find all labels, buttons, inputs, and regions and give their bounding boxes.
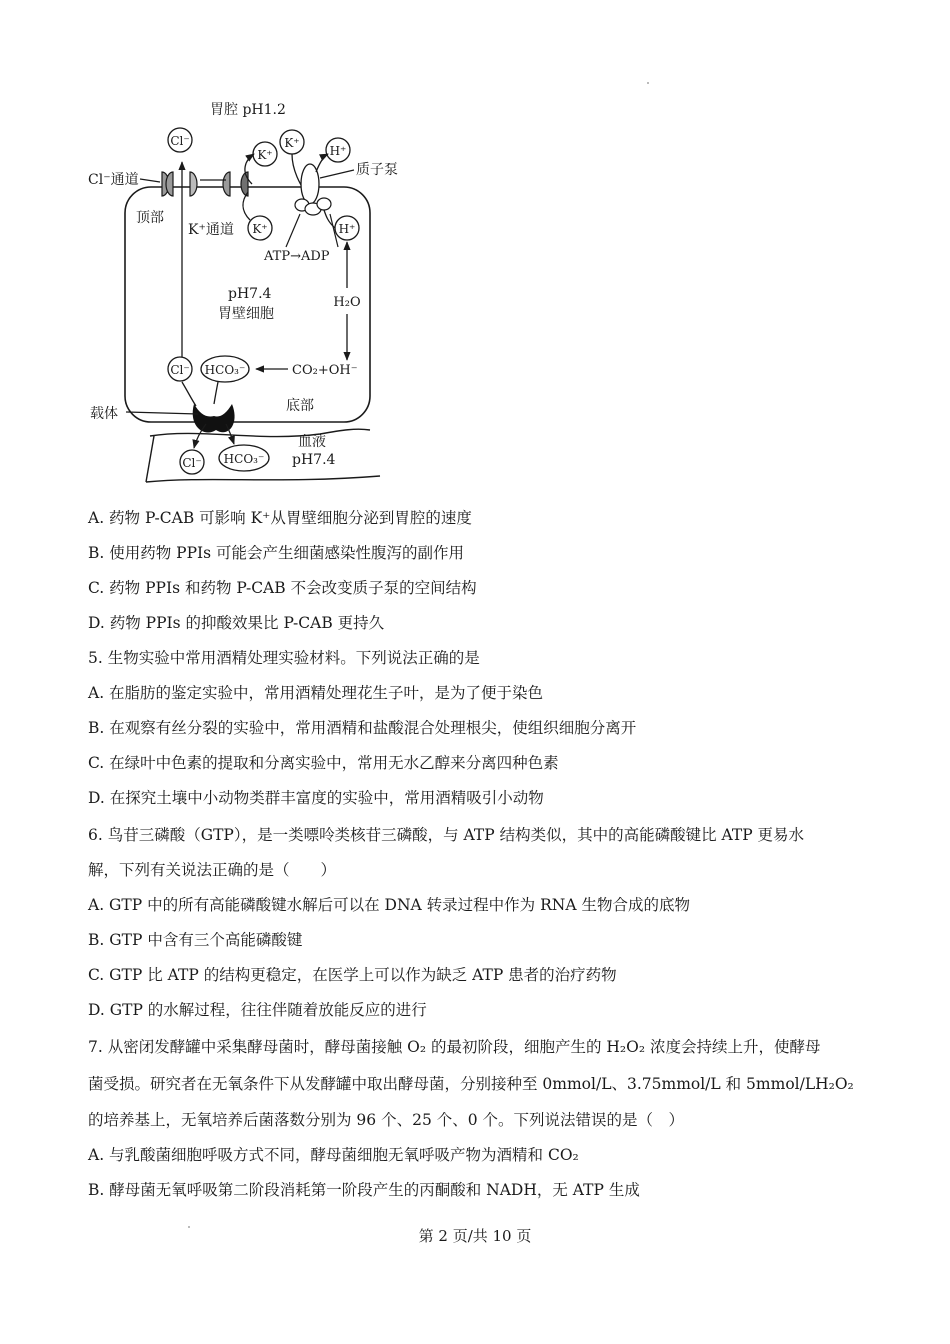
stomach-label: 胃腔 pH1.2 <box>210 102 286 118</box>
cl-channel-label: Cl⁻通道 <box>88 172 139 188</box>
option-5a: A. 在脂肪的鉴定实验中，常用酒精处理花生子叶，是为了便于染色 <box>88 684 544 702</box>
option-6a: A. GTP 中的所有高能磷酸键水解后可以在 DNA 转录过程中作为 RNA 生物合成的底物 <box>88 896 690 914</box>
question-7-line2: 菌受损。研究者在无氧条件下从发酵罐中取出酵母菌，分别接种至 0mmol/L、3.75mmol/L 和 5mmol/LH₂O₂ <box>88 1075 854 1093</box>
cell-ph-label: pH7.4 <box>228 286 272 302</box>
option-6d: D. GTP 的水解过程，往往伴随着放能反应的进行 <box>88 1001 427 1019</box>
question-7-line1: 7. 从密闭发酵罐中采集酵母菌时，酵母菌接触 O₂ 的最初阶段，细胞产生的 H₂O₂ 浓度会持续上升，使酵母 <box>88 1038 821 1056</box>
question-5: 5. 生物实验中常用酒精处理实验材料。下列说法正确的是 <box>88 649 480 667</box>
ion-cl-blood-label: Cl⁻ <box>182 456 202 470</box>
ion-cl-cell-label: Cl⁻ <box>170 363 190 377</box>
blood-label: 血液 <box>298 434 326 450</box>
ion-k-left-label: K⁺ <box>257 148 273 162</box>
option-4a: A. 药物 P-CAB 可影响 K⁺从胃壁细胞分泌到胃腔的速度 <box>88 509 472 527</box>
question-7-line3: 的培养基上，无氧培养后菌落数分别为 96 个、25 个、0 个。下列说法错误的是（ ） <box>88 1111 685 1129</box>
ion-h-lumen-label: H⁺ <box>329 144 347 158</box>
water-label: H₂O <box>333 295 361 310</box>
scan-speck <box>188 1226 190 1228</box>
apical-label: 顶部 <box>136 210 164 226</box>
option-4c: C. 药物 PPIs 和药物 P-CAB 不会改变质子泵的空间结构 <box>88 579 477 597</box>
option-5c: C. 在绿叶中色素的提取和分离实验中，常用无水乙醇来分离四种色素 <box>88 754 559 772</box>
option-7a: A. 与乳酸菌细胞呼吸方式不同，酵母菌细胞无氧呼吸产物为酒精和 CO₂ <box>88 1146 579 1164</box>
gastric-parietal-cell-diagram <box>80 92 420 484</box>
ion-cl-lumen-label: Cl⁻ <box>170 134 190 148</box>
ion-h-cell-label: H⁺ <box>338 222 356 236</box>
option-5d: D. 在探究土壤中小动物类群丰富度的实验中，常用酒精吸引小动物 <box>88 789 544 807</box>
scan-speck <box>647 82 649 84</box>
ion-hco3-cell-label: HCO₃⁻ <box>204 363 246 377</box>
co2-oh-label: CO₂+OH⁻ <box>292 363 358 378</box>
k-channel-shape <box>190 172 197 196</box>
blood-vessel <box>150 429 370 436</box>
question-6-line2: 解，下列有关说法正确的是（ ） <box>88 861 337 879</box>
ion-k-cell-label: K⁺ <box>252 222 268 236</box>
basal-label: 底部 <box>286 398 314 414</box>
proton-pump-label: 质子泵 <box>356 162 398 178</box>
ion-hco3-blood-label: HCO₃⁻ <box>223 452 265 466</box>
option-6c: C. GTP 比 ATP 的结构更稳定，在医学上可以作为缺乏 ATP 患者的治疗药物 <box>88 966 617 984</box>
carrier-label: 载体 <box>90 406 118 422</box>
k-channel-label: K⁺通道 <box>188 222 234 238</box>
ion-k-top-label: K⁺ <box>284 136 300 150</box>
cell-name-label: 胃壁细胞 <box>218 306 274 322</box>
option-4b: B. 使用药物 PPIs 可能会产生细菌感染性腹泻的副作用 <box>88 544 465 562</box>
blood-ph-label: pH7.4 <box>292 452 336 468</box>
option-6b: B. GTP 中含有三个高能磷酸键 <box>88 931 303 949</box>
atp-adp-label: ATP→ADP <box>264 249 330 264</box>
question-6-line1: 6. 鸟苷三磷酸（GTP），是一类嘌呤类核苷三磷酸，与 ATP 结构类似，其中的高能磷酸键比 ATP 更易水 <box>88 826 805 844</box>
option-7b: B. 酵母菌无氧呼吸第二阶段消耗第一阶段产生的丙酮酸和 NADH，无 ATP 生成 <box>88 1181 640 1199</box>
option-4d: D. 药物 PPIs 的抑酸效果比 P-CAB 更持久 <box>88 614 385 632</box>
option-5b: B. 在观察有丝分裂的实验中，常用酒精和盐酸混合处理根尖，使组织细胞分离开 <box>88 719 637 737</box>
page-footer: 第 2 页/共 10 页 <box>418 1227 532 1245</box>
